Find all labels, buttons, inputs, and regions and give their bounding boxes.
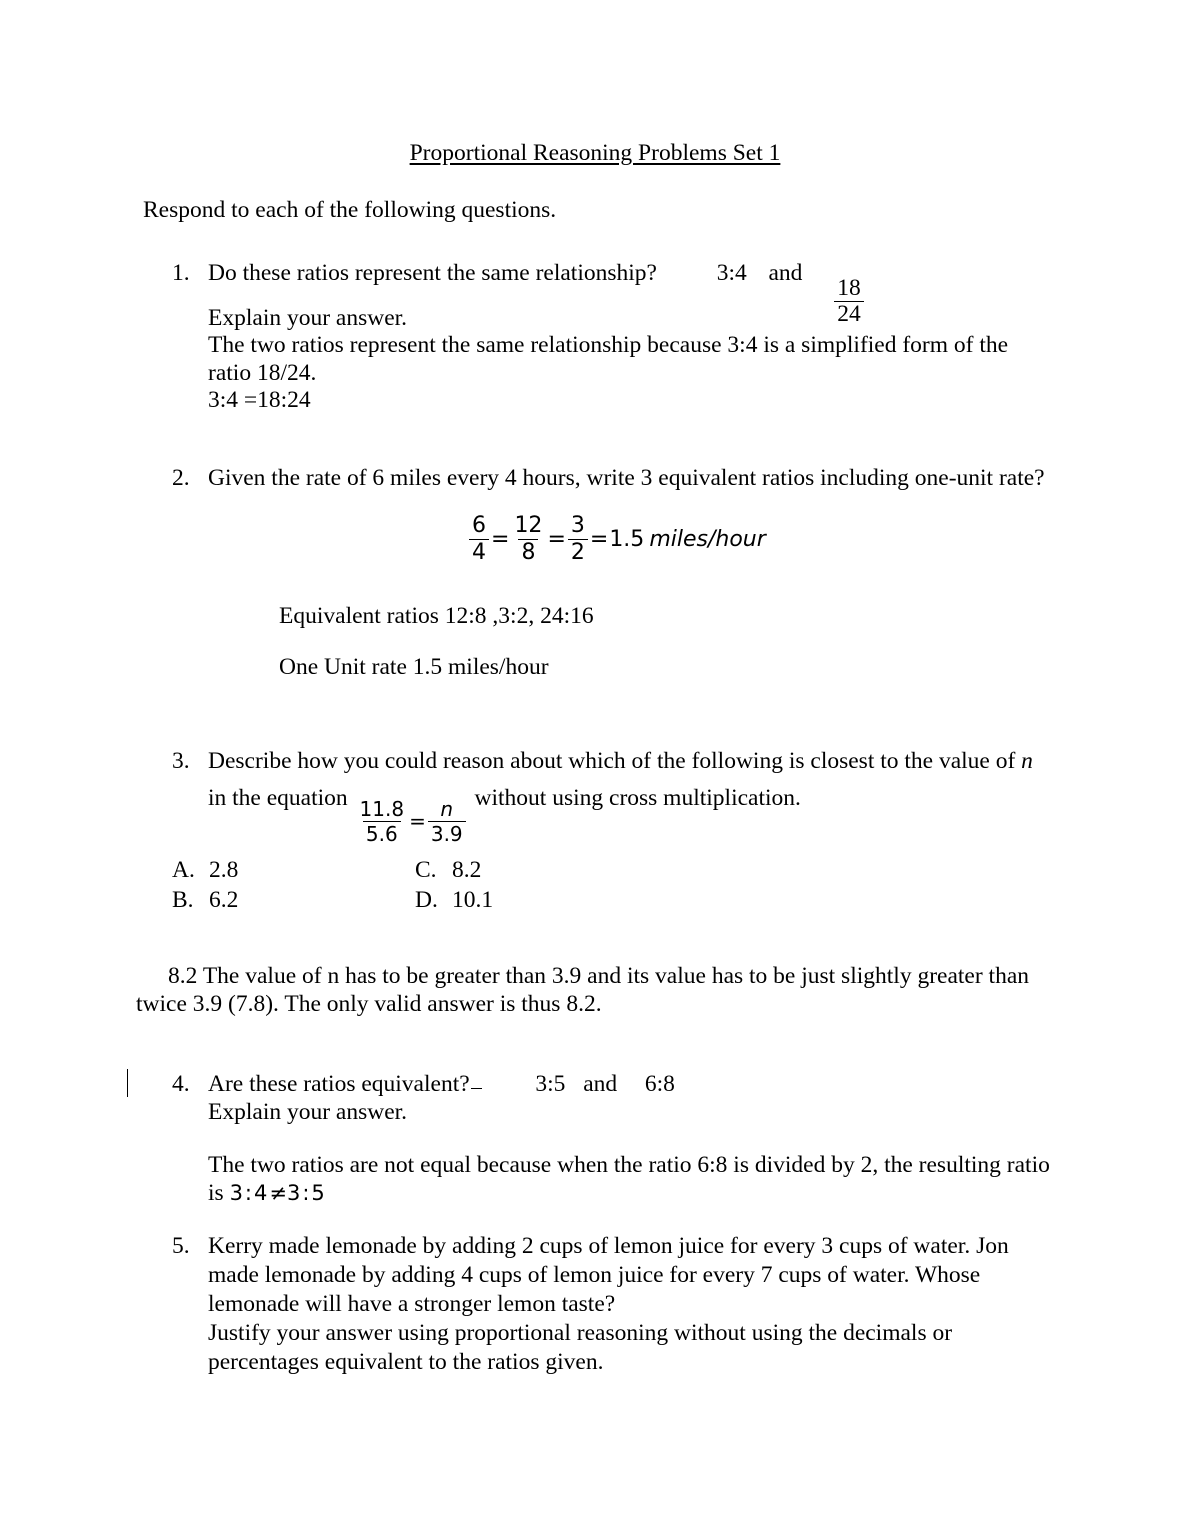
question-4-conjunction: and: [583, 1071, 618, 1097]
question-1-prompt: Do these ratios represent the same relationship?: [208, 260, 657, 286]
question-1-answer-line-3: 3:4 =18:24: [208, 387, 311, 413]
fraction-numerator: 18: [837, 274, 861, 301]
question-3-prompt-part-2: in the equation: [208, 785, 348, 811]
equation-fraction-2: [511, 515, 545, 565]
question-1-answer-line-2: ratio 18/24.: [208, 360, 317, 386]
question-3-number: 3.: [172, 748, 190, 774]
fraction-denominator: 2: [568, 539, 588, 564]
question-2-number: 2.: [172, 465, 190, 491]
question-5: [172, 1232, 1072, 1377]
equation-units: miles/hour: [649, 527, 766, 553]
question-5-line-1: Kerry made lemonade by adding 2 cups of lemon juice for every 3 cups of water. Jon: [208, 1233, 1009, 1259]
question-3-prompt-line-2: [208, 784, 801, 845]
equals-sign-3: =: [589, 527, 609, 553]
question-5-line-4: Justify your answer using proportional reasoning without using the decimals or: [208, 1320, 953, 1346]
choice-b[interactable]: [172, 885, 415, 915]
fraction-numerator: n: [440, 797, 454, 821]
question-4-ratio-b: 6:8: [644, 1071, 675, 1097]
fraction-denominator: 8: [518, 539, 538, 564]
question-3: [172, 747, 1072, 776]
equation-fraction-1: [469, 515, 489, 565]
answer-ratio-left: 3:4: [229, 1181, 270, 1205]
choice-b-value: 6.2: [209, 887, 239, 913]
choice-a-key: A.: [172, 857, 195, 883]
fraction-denominator: 4: [469, 539, 489, 564]
question-1-explain-label: Explain your answer.: [208, 305, 408, 331]
choices-row: [172, 885, 658, 915]
equals-sign: =: [409, 809, 426, 834]
choice-a[interactable]: [172, 855, 415, 885]
question-3-choices: [172, 855, 658, 915]
equals-sign-2: =: [547, 527, 566, 553]
question-4-number: 4.: [172, 1071, 190, 1097]
question-4-ratio-a: 3:5: [535, 1071, 566, 1097]
question-5-body: [208, 1232, 1072, 1377]
question-3-prompt-part-1: Describe how you could reason about which of the following is closest to the value of: [208, 748, 1016, 774]
fraction-denominator: 5.6: [363, 821, 401, 844]
choice-d-key: D.: [415, 887, 438, 913]
fraction-numerator: 12: [514, 513, 543, 538]
page-title: [0, 140, 1190, 167]
fraction-numerator: 3: [570, 513, 585, 538]
equation-fraction-right: [428, 799, 466, 845]
question-2-prompt: Given the rate of 6 miles every 4 hours, write 3 equivalent ratios including one-unit rate?: [208, 465, 1045, 491]
fraction-denominator: 24: [834, 301, 864, 327]
equals-sign-1: =: [491, 527, 510, 553]
question-4-answer-line-1: The two ratios are not equal because when the ratio 6:8 is divided by 2, the resulting ratio: [208, 1152, 1050, 1178]
question-1-fraction: [834, 274, 864, 328]
question-1-number: 1.: [172, 260, 190, 286]
choice-c-value: 8.2: [452, 857, 482, 883]
question-5-line-3: lemonade will have a stronger lemon taste?: [208, 1291, 616, 1317]
choice-d-value: 10.1: [452, 887, 494, 913]
choice-c[interactable]: [415, 855, 658, 885]
question-4-answer-line-2: [208, 1179, 327, 1208]
answer-ratio-right: 3:5: [286, 1181, 327, 1205]
underline-artifact: [471, 1088, 482, 1089]
choice-b-key: B.: [172, 887, 194, 913]
question-2-equation: [468, 515, 766, 565]
question-4-prompt-row: [208, 1070, 1072, 1099]
answer-ratio-comparison: [230, 1181, 327, 1205]
choice-c-key: C.: [415, 857, 437, 883]
question-4-explain-label: Explain your answer.: [208, 1099, 408, 1125]
question-3-answer-line-2: twice 3.9 (7.8). The only valid answer is thus 8.2.: [136, 991, 602, 1017]
question-5-line-5: percentages equivalent to the ratios given.: [208, 1349, 604, 1375]
choices-row: [172, 855, 658, 885]
choice-a-value: 2.8: [209, 857, 239, 883]
fraction-numerator: 6: [472, 513, 486, 538]
question-3-prompt-line-1: [208, 747, 1072, 776]
question-3-variable: n: [1021, 748, 1033, 774]
question-3-prompt-part-3: without using cross multiplication.: [474, 785, 801, 811]
question-3-equation: [357, 799, 466, 845]
choice-d[interactable]: [415, 885, 658, 915]
question-2-unit-rate: One Unit rate 1.5 miles/hour: [279, 654, 549, 680]
answer-prefix: is: [208, 1180, 224, 1206]
fraction-denominator: 3.9: [428, 821, 466, 844]
question-2-equivalent-ratios: Equivalent ratios 12:8 ,3:2, 24:16: [279, 603, 594, 629]
question-4: [172, 1070, 1072, 1099]
question-5-number: 5.: [172, 1233, 190, 1259]
question-3-answer-line-1: 8.2 The value of n has to be greater than 3.9 and its value has to be just slightly greater than: [168, 963, 1029, 989]
page-title-text: Proportional Reasoning Problems Set 1: [409, 140, 781, 166]
question-4-prompt: Are these ratios equivalent?: [208, 1071, 470, 1097]
question-5-line-2: made lemonade by adding 4 cups of lemon juice for every 7 cups of water. Whose: [208, 1262, 981, 1288]
fraction-numerator: 11.8: [359, 797, 405, 821]
question-2: [172, 464, 1092, 493]
equation-fraction-3: [568, 515, 588, 565]
equation-result: 1.5: [609, 527, 645, 553]
revision-change-bar: [127, 1069, 128, 1097]
question-1-answer-line-1: The two ratios represent the same relationship because 3:4 is a simplified form of the: [208, 332, 1009, 358]
question-1-conjunction: and: [768, 260, 803, 286]
question-1-ratio-a: 3:4: [716, 260, 747, 286]
equation-fraction-left: [357, 799, 408, 845]
intro-instruction: Respond to each of the following questions.: [143, 197, 557, 223]
not-equal-sign: ≠: [269, 1181, 287, 1205]
